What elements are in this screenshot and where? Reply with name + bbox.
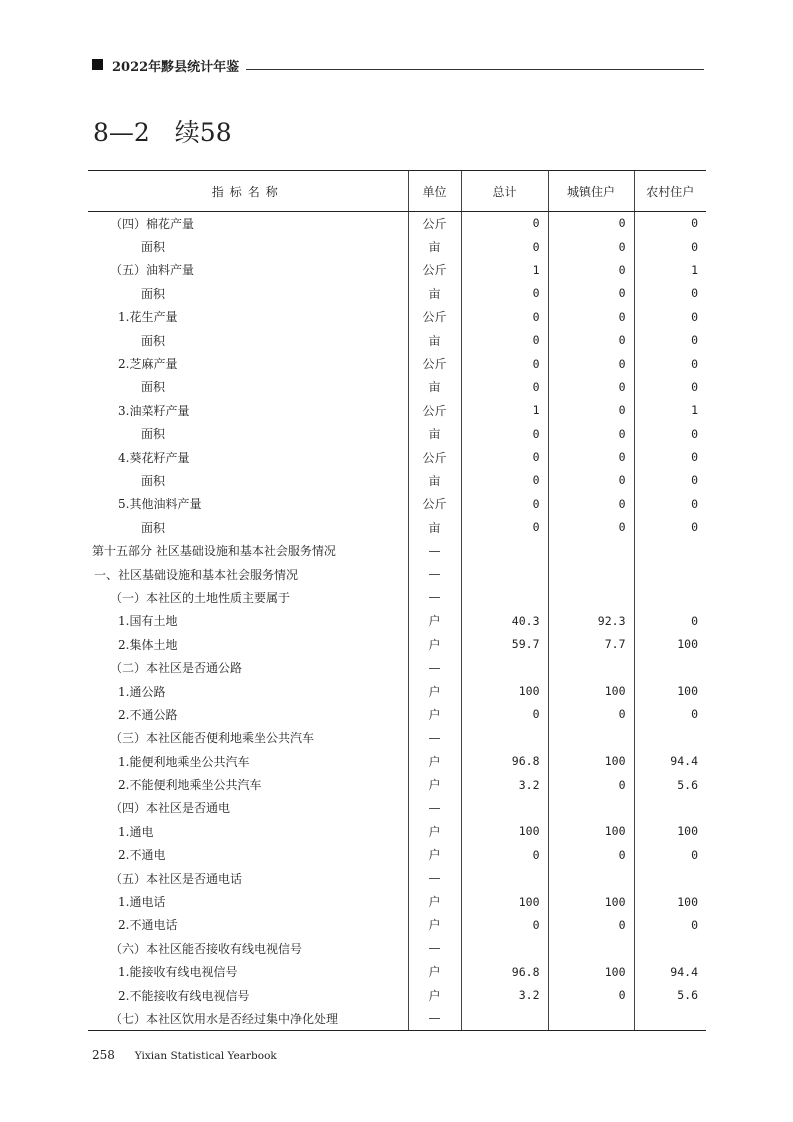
table-row [88, 258, 706, 281]
row-urban: 0 [548, 375, 634, 398]
row-total: 1 [461, 399, 548, 422]
row-name: 2.不通电话 [118, 918, 178, 933]
row-name: 面积 [141, 286, 166, 301]
row-total: 0 [461, 469, 548, 492]
row-name: 3.油菜籽产量 [118, 403, 190, 418]
row-urban: 0 [548, 399, 634, 422]
row-unit: 户 [408, 820, 461, 843]
row-total: 0 [461, 516, 548, 539]
row-unit: 户 [408, 749, 461, 772]
row-urban: 100 [548, 820, 634, 843]
row-name: 1.国有土地 [118, 614, 178, 629]
row-total: 0 [461, 235, 548, 258]
table-row [88, 328, 706, 351]
row-total [461, 937, 548, 960]
table-row [88, 282, 706, 305]
table-row [88, 469, 706, 492]
table-row [88, 539, 706, 562]
table-row [88, 960, 706, 983]
page-footer [92, 1048, 277, 1062]
row-name: 1.通电 [118, 824, 154, 839]
row-name: （五）本社区是否通电话 [110, 871, 243, 886]
row-name: 面积 [141, 473, 166, 488]
row-urban: 0 [548, 235, 634, 258]
row-name: （一）本社区的土地性质主要属于 [110, 590, 291, 605]
row-total: 0 [461, 492, 548, 515]
row-name: 1.能便利地乘坐公共汽车 [118, 754, 250, 769]
row-urban [548, 586, 634, 609]
row-urban: 0 [548, 703, 634, 726]
row-unit: 亩 [408, 282, 461, 305]
column-header-rural: 农村住户 [634, 171, 706, 212]
row-urban [548, 796, 634, 819]
row-rural: 0 [634, 212, 706, 235]
row-total: 0 [461, 328, 548, 351]
statistics-table [88, 170, 706, 1031]
table-row [88, 796, 706, 819]
row-urban: 0 [548, 469, 634, 492]
table-row [88, 399, 706, 422]
row-total: 0 [461, 305, 548, 328]
row-urban: 100 [548, 890, 634, 913]
row-total [461, 866, 548, 889]
row-name: 1.通公路 [118, 684, 166, 699]
row-unit: 户 [408, 843, 461, 866]
row-unit: — [408, 586, 461, 609]
table-row [88, 235, 706, 258]
row-rural: 0 [634, 282, 706, 305]
row-rural [634, 586, 706, 609]
row-rural: 0 [634, 328, 706, 351]
table-header-row [88, 171, 706, 212]
row-unit: — [408, 726, 461, 749]
header-square-icon [92, 59, 103, 70]
table-row [88, 679, 706, 702]
table-row [88, 375, 706, 398]
row-urban: 0 [548, 422, 634, 445]
row-urban: 0 [548, 352, 634, 375]
row-unit: 户 [408, 773, 461, 796]
row-urban: 0 [548, 212, 634, 235]
row-unit: 户 [408, 609, 461, 632]
row-unit: 亩 [408, 375, 461, 398]
row-rural: 100 [634, 820, 706, 843]
row-urban [548, 1007, 634, 1030]
row-unit: — [408, 1007, 461, 1030]
page-number: 258 [92, 1048, 115, 1062]
row-total: 0 [461, 703, 548, 726]
row-urban [548, 562, 634, 585]
table-row [88, 843, 706, 866]
table-row [88, 913, 706, 936]
row-unit: — [408, 937, 461, 960]
row-rural [634, 937, 706, 960]
row-name: 1.能接收有线电视信号 [118, 965, 238, 980]
yearbook-title: 2022年黟县统计年鉴 [112, 60, 240, 75]
row-urban: 0 [548, 913, 634, 936]
table-row [88, 516, 706, 539]
row-name: 1.花生产量 [118, 310, 178, 325]
row-urban [548, 726, 634, 749]
row-unit: 户 [408, 913, 461, 936]
row-unit: — [408, 539, 461, 562]
row-name: （三）本社区能否便利地乘坐公共汽车 [110, 731, 315, 746]
row-urban: 0 [548, 983, 634, 1006]
row-total [461, 796, 548, 819]
table-row [88, 422, 706, 445]
row-rural: 0 [634, 305, 706, 328]
table-row [88, 656, 706, 679]
row-unit: 户 [408, 890, 461, 913]
table-row [88, 305, 706, 328]
row-total [461, 726, 548, 749]
row-urban: 0 [548, 516, 634, 539]
table-row [88, 609, 706, 632]
table-row [88, 890, 706, 913]
row-urban: 0 [548, 843, 634, 866]
row-rural [634, 539, 706, 562]
row-unit: 亩 [408, 516, 461, 539]
row-name: （五）油料产量 [110, 263, 195, 278]
row-name: 面积 [141, 333, 166, 348]
table-row [88, 352, 706, 375]
table-row [88, 703, 706, 726]
table-row [88, 445, 706, 468]
row-unit: 公斤 [408, 492, 461, 515]
row-unit: 亩 [408, 235, 461, 258]
row-rural: 0 [634, 609, 706, 632]
row-name: 第十五部分 社区基础设施和基本社会服务情况 [92, 544, 336, 559]
table-row [88, 1007, 706, 1030]
row-rural: 0 [634, 469, 706, 492]
table-row [88, 212, 706, 235]
row-unit: 户 [408, 679, 461, 702]
row-urban: 0 [548, 773, 634, 796]
row-name: （七）本社区饮用水是否经过集中净化处理 [88, 1007, 408, 1030]
row-urban [548, 539, 634, 562]
row-rural: 0 [634, 375, 706, 398]
row-urban: 7.7 [548, 633, 634, 656]
row-total: 0 [461, 422, 548, 445]
row-rural: 1 [634, 399, 706, 422]
row-name: 2.芝麻产量 [118, 357, 178, 372]
row-unit: 亩 [408, 469, 461, 492]
row-urban: 100 [548, 749, 634, 772]
row-total: 0 [461, 843, 548, 866]
row-name: 1.通电话 [118, 895, 166, 910]
row-unit: 公斤 [408, 305, 461, 328]
row-total: 0 [461, 445, 548, 468]
row-rural [634, 656, 706, 679]
row-total: 1 [461, 258, 548, 281]
table-row [88, 586, 706, 609]
row-rural: 0 [634, 445, 706, 468]
table-row [88, 492, 706, 515]
row-urban: 0 [548, 282, 634, 305]
row-unit: — [408, 796, 461, 819]
row-unit: 亩 [408, 422, 461, 445]
row-rural [634, 866, 706, 889]
row-unit: — [408, 866, 461, 889]
row-unit: 公斤 [408, 445, 461, 468]
row-unit: 亩 [408, 328, 461, 351]
row-urban: 100 [548, 960, 634, 983]
row-urban: 0 [548, 445, 634, 468]
row-total: 0 [461, 212, 548, 235]
table-body [88, 212, 706, 1031]
row-name: （四）本社区是否通电 [110, 801, 231, 816]
table-row [88, 937, 706, 960]
row-name: 面积 [141, 380, 166, 395]
row-name: （六）本社区能否接收有线电视信号 [110, 941, 303, 956]
row-total: 100 [461, 679, 548, 702]
row-rural: 0 [634, 843, 706, 866]
row-unit: 公斤 [408, 399, 461, 422]
row-total: 96.8 [461, 749, 548, 772]
row-rural: 94.4 [634, 960, 706, 983]
row-total [461, 562, 548, 585]
row-name: 4.葵花籽产量 [118, 450, 190, 465]
table-row [88, 773, 706, 796]
row-unit: 户 [408, 633, 461, 656]
row-urban [548, 866, 634, 889]
row-urban: 0 [548, 492, 634, 515]
row-total: 59.7 [461, 633, 548, 656]
column-header-unit: 单位 [408, 171, 461, 212]
row-total: 96.8 [461, 960, 548, 983]
row-name: 面积 [141, 520, 166, 535]
row-total [461, 656, 548, 679]
row-total: 3.2 [461, 983, 548, 1006]
row-total: 0 [461, 913, 548, 936]
row-unit: 公斤 [408, 352, 461, 375]
row-rural: 100 [634, 679, 706, 702]
header-rule [246, 69, 704, 70]
column-header-indicator: 指标名称 [88, 171, 408, 212]
row-name: 一、社区基础设施和基本社会服务情况 [94, 567, 299, 582]
row-total: 3.2 [461, 773, 548, 796]
row-name: 2.不通电 [118, 848, 166, 863]
table-row [88, 749, 706, 772]
row-unit: 公斤 [408, 212, 461, 235]
row-rural: 5.6 [634, 773, 706, 796]
row-total: 0 [461, 282, 548, 305]
row-rural: 94.4 [634, 749, 706, 772]
row-total: 100 [461, 820, 548, 843]
row-rural: 100 [634, 633, 706, 656]
row-urban: 0 [548, 328, 634, 351]
row-name: 2.不能便利地乘坐公共汽车 [118, 778, 262, 793]
row-rural: 0 [634, 703, 706, 726]
row-total [461, 586, 548, 609]
row-unit: 公斤 [408, 258, 461, 281]
row-name: 面积 [141, 240, 166, 255]
row-rural [634, 726, 706, 749]
row-urban: 92.3 [548, 609, 634, 632]
row-urban [548, 656, 634, 679]
row-unit: 户 [408, 983, 461, 1006]
table-row [88, 726, 706, 749]
row-name: 面积 [141, 427, 166, 442]
row-name: （二）本社区是否通公路 [110, 661, 243, 676]
table-row [88, 820, 706, 843]
row-name: 2.不能接收有线电视信号 [118, 988, 250, 1003]
row-rural: 0 [634, 422, 706, 445]
row-name: 2.不通公路 [118, 707, 178, 722]
row-total: 100 [461, 890, 548, 913]
row-rural: 0 [634, 516, 706, 539]
row-total: 0 [461, 352, 548, 375]
row-rural [634, 796, 706, 819]
row-rural: 1 [634, 258, 706, 281]
table-title: 8—2 续58 [93, 118, 232, 147]
table-row [88, 562, 706, 585]
row-rural: 5.6 [634, 983, 706, 1006]
row-name: 5.其他油料产量 [118, 497, 202, 512]
row-rural [634, 1007, 706, 1030]
publication-name: Yixian Statistical Yearbook [134, 1050, 277, 1062]
row-name: （四）棉花产量 [110, 216, 195, 231]
table-row [88, 633, 706, 656]
row-total: 0 [461, 375, 548, 398]
row-rural: 0 [634, 492, 706, 515]
row-unit: 户 [408, 960, 461, 983]
row-urban: 0 [548, 305, 634, 328]
row-unit: — [408, 562, 461, 585]
row-rural: 0 [634, 913, 706, 936]
row-urban [548, 937, 634, 960]
table-row [88, 866, 706, 889]
row-rural: 0 [634, 235, 706, 258]
table-row [88, 983, 706, 1006]
running-header [92, 56, 704, 74]
row-rural: 0 [634, 352, 706, 375]
column-header-total: 总计 [461, 171, 548, 212]
row-total [461, 539, 548, 562]
row-total [461, 1007, 548, 1030]
column-header-urban: 城镇住户 [548, 171, 634, 212]
row-total: 40.3 [461, 609, 548, 632]
row-unit: — [408, 656, 461, 679]
row-rural [634, 562, 706, 585]
row-urban: 100 [548, 679, 634, 702]
row-unit: 户 [408, 703, 461, 726]
row-rural: 100 [634, 890, 706, 913]
row-name: 2.集体土地 [118, 637, 178, 652]
row-urban: 0 [548, 258, 634, 281]
